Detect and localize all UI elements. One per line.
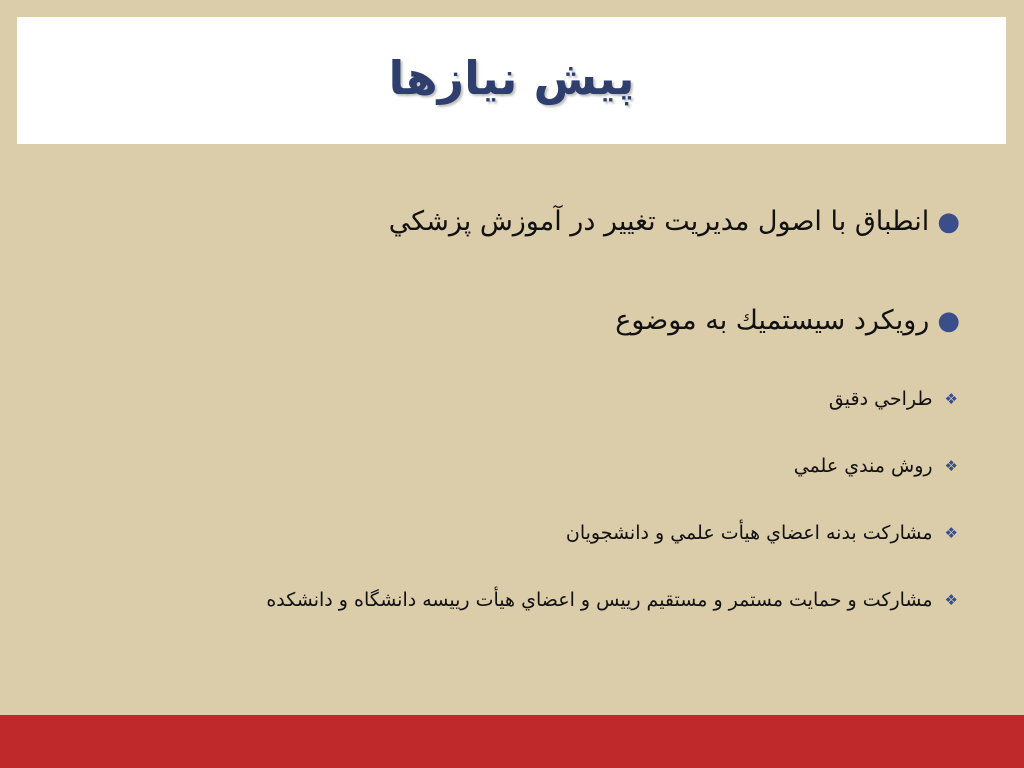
sub-bullet-item	[829, 390, 958, 409]
diamond-bullet-icon: ❖	[944, 591, 958, 609]
diamond-bullet-icon: ❖	[944, 390, 958, 408]
sub-bullet-text: روش مندي علمي	[793, 455, 933, 477]
sub-bullet-text: مشاركت و حمايت مستمر و مستقيم رييس و اعضاي هيأت رييسه دانشگاه و دانشكده	[266, 589, 933, 611]
sub-bullet-text: طراحي دقيق	[828, 388, 933, 410]
bullet-text: انطباق با اصول مديريت تغيير در آموزش پزشكي	[388, 206, 930, 237]
bullet-item	[615, 307, 960, 334]
slide-title: پیش نیازها	[388, 50, 635, 105]
bullet-dot-icon: ●	[937, 206, 960, 237]
sub-bullet-item	[266, 591, 958, 610]
sub-bullet-item	[794, 457, 958, 476]
bullet-item	[389, 208, 960, 235]
diamond-bullet-icon: ❖	[944, 457, 958, 475]
bullet-text: رويكرد سيستميك به موضوع	[615, 305, 930, 336]
sub-bullet-text: مشاركت بدنه اعضاي هيأت علمي و دانشجويان	[565, 522, 933, 544]
diamond-bullet-icon: ❖	[944, 524, 958, 542]
bullet-dot-icon: ●	[937, 305, 960, 336]
footer-bar	[0, 715, 1024, 768]
sub-bullet-item	[566, 524, 958, 543]
